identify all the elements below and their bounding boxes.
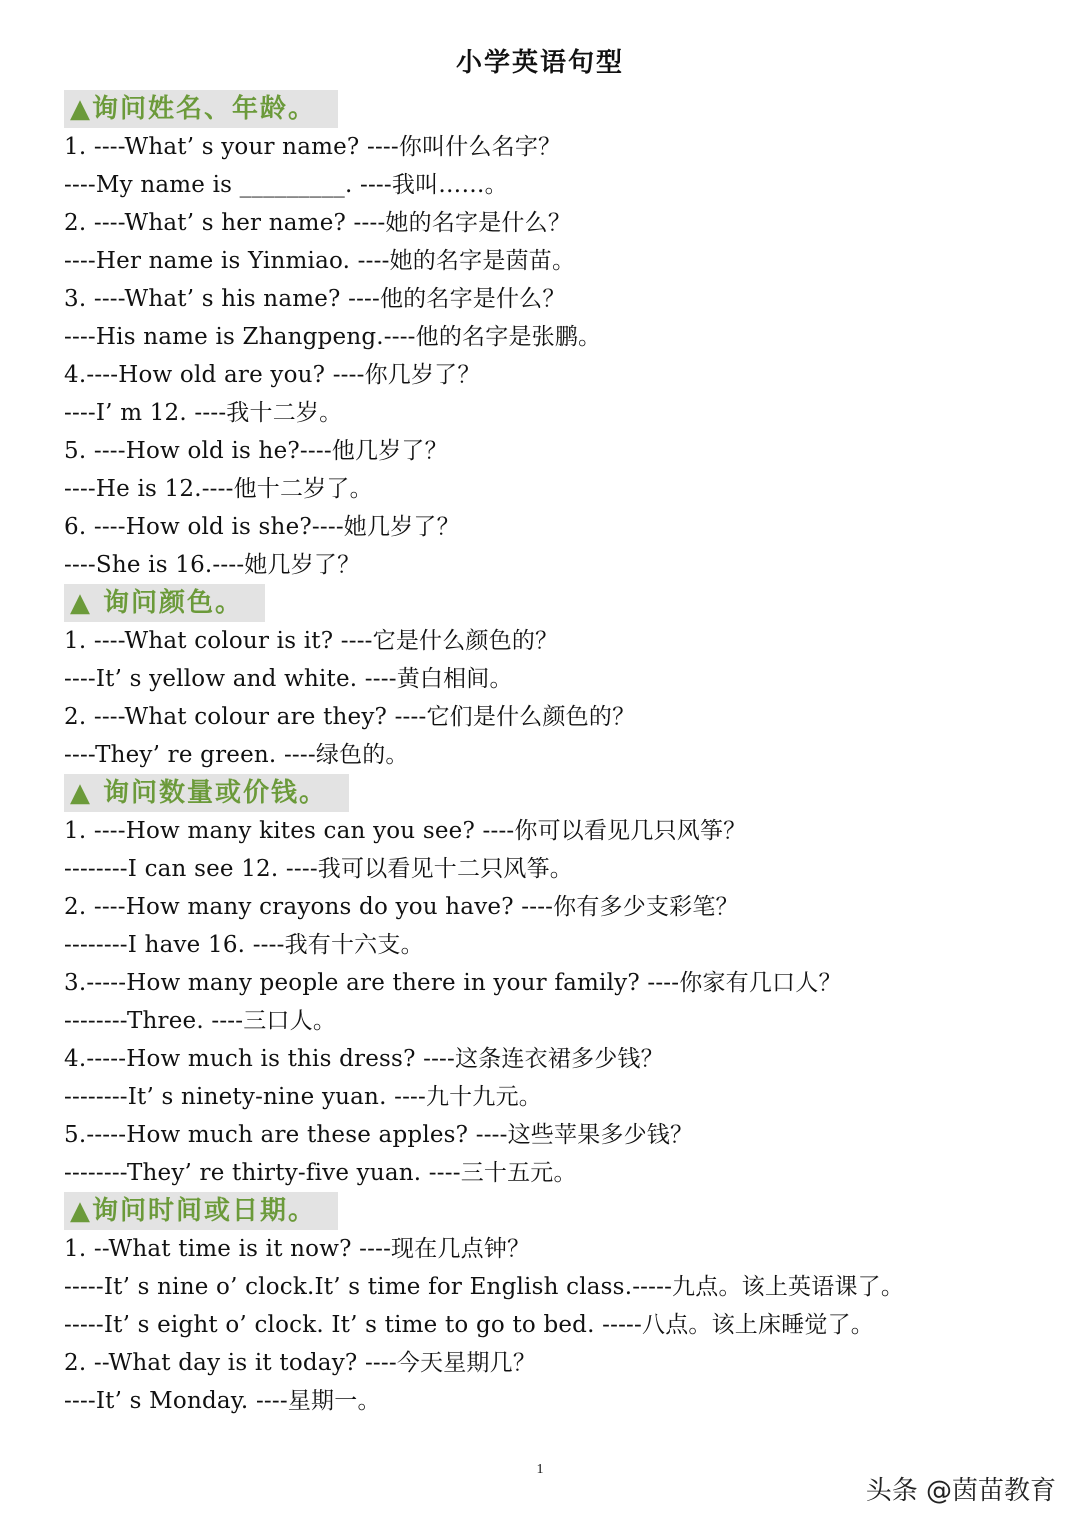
section-quantity-price [64, 774, 1054, 1192]
sentence-line: 2. ----How many crayons do you have? ----你有多少支彩笔？ [64, 894, 739, 920]
sentence-line: 2. ----What colour are they? ----它们是什么颜色的？ [64, 704, 636, 730]
sentence-line: --------I have 16. ----我有十六支。 [64, 932, 424, 958]
sentence-line: ----She is 16.----她几岁了？ [64, 552, 361, 578]
document-body [64, 90, 1054, 1420]
sentence-line: ----My name is _________. ----我叫……。 [64, 172, 508, 198]
sentence-line: ----It’ s yellow and white. ----黄白相间。 [64, 666, 513, 692]
sentence-line: -----It’ s eight o’ clock. It’ s time to go to bed. -----八点。该上床睡觉了。 [64, 1312, 874, 1338]
sentence-line: --------I can see 12. ----我可以看见十二只风筝。 [64, 856, 573, 882]
sentence-line: 5.-----How much are these apples? ----这些苹果多少钱？ [64, 1122, 694, 1148]
page-number: 1 [536, 1462, 544, 1477]
watermark: 头条 @茵苗教育 [865, 1476, 1056, 1506]
sentence-line: --------They’ re thirty-five yuan. ----三十五元。 [64, 1160, 577, 1186]
sentence-line: --------Three. ----三口人。 [64, 1008, 337, 1034]
section-name-age [64, 90, 1054, 584]
section-heading: ▲询问时间或日期。 [64, 1192, 338, 1230]
sentence-line: --------It’ s ninety-nine yuan. ----九十九元。 [64, 1084, 542, 1110]
section-time-date [64, 1192, 1054, 1420]
sentence-line: ----He is 12.----他十二岁了。 [64, 476, 373, 502]
sentence-line: 1. --What time is it now? ----现在几点钟？ [64, 1236, 531, 1262]
sentence-line: ----His name is Zhangpeng.----他的名字是张鹏。 [64, 324, 602, 350]
sentence-line: 5. ----How old is he?----他几岁了？ [64, 438, 448, 464]
sentence-line: 1. ----What colour is it? ----它是什么颜色的？ [64, 628, 559, 654]
sentence-line: ----It’ s Monday. ----星期一。 [64, 1388, 381, 1414]
sentence-line: 2. --What day is it today? ----今天星期几？ [64, 1350, 537, 1376]
sentence-line: 1. ----How many kites can you see? ----你可以看见几只风筝？ [64, 818, 747, 844]
sentence-line: 2. ----What’ s her name? ----她的名字是什么？ [64, 210, 572, 236]
sentence-line: -----It’ s nine o’ clock.It’ s time for English class.-----九点。该上英语课了。 [64, 1274, 905, 1300]
section-heading: ▲询问姓名、年龄。 [64, 90, 338, 128]
section-heading: ▲ 询问颜色。 [64, 584, 265, 622]
sentence-line: 4.-----How much is this dress? ----这条连衣裙多少钱？ [64, 1046, 664, 1072]
sentence-line: ----I’ m 12. ----我十二岁。 [64, 400, 343, 426]
sentence-line: ----Her name is Yinmiao. ----她的名字是茵苗。 [64, 248, 576, 274]
page-title: 小学英语句型 [455, 48, 624, 78]
sentence-line: 3. ----What’ s his name? ----他的名字是什么？ [64, 286, 566, 312]
sentence-line: 4.----How old are you? ----你几岁了？ [64, 362, 481, 388]
sentence-line: 3.-----How many people are there in your family? ----你家有几口人？ [64, 970, 842, 996]
sentence-line: 6. ----How old is she?----她几岁了？ [64, 514, 460, 540]
section-colour [64, 584, 1054, 774]
sentence-line: 1. ----What’ s your name? ----你叫什么名字？ [64, 134, 562, 160]
sentence-line: ----They’ re green. ----绿色的。 [64, 742, 409, 768]
section-heading: ▲ 询问数量或价钱。 [64, 774, 349, 812]
